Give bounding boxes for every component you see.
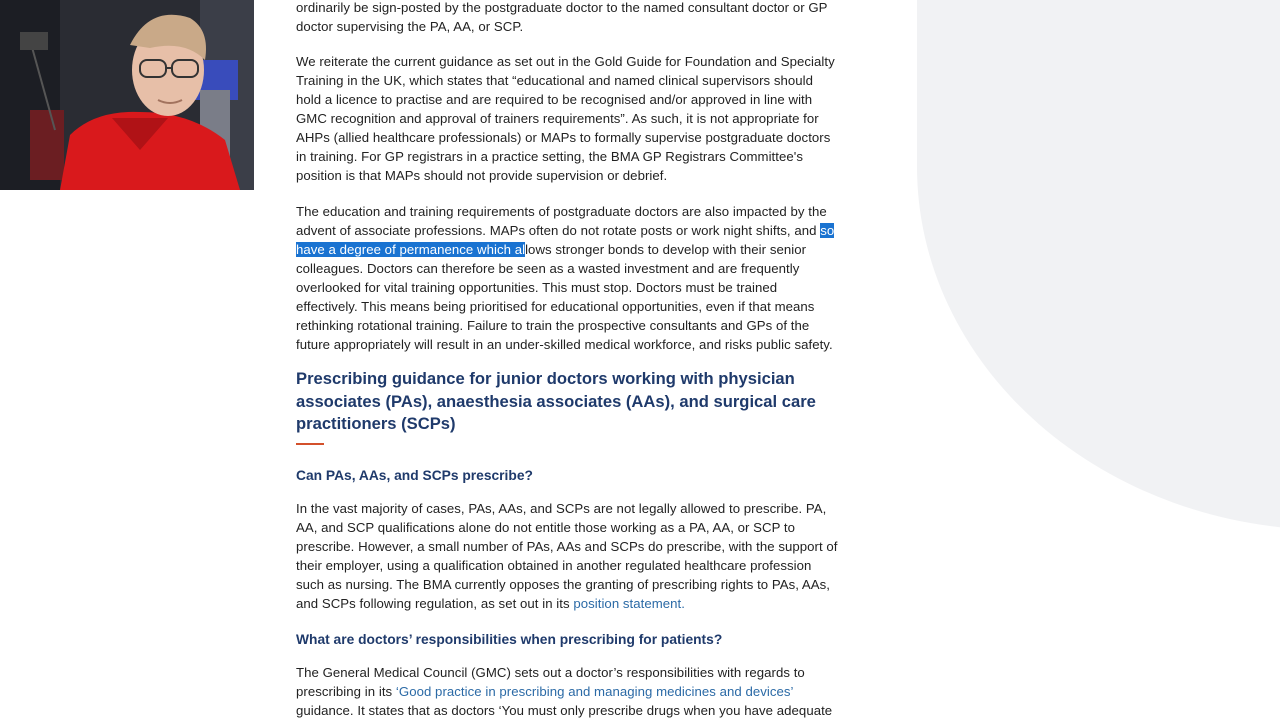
- text-line: guidance. It states that as doctors ‘You must only prescribe drugs when you have adequate: [296, 703, 833, 718]
- text-selection-highlight: have a degree of permanence which al: [296, 242, 526, 257]
- text-line: [296, 594, 876, 613]
- text-line: GMC recognition and approval of trainers requirements”. As such, it is not appropriate for: [296, 111, 819, 126]
- heading-accent-rule: [296, 443, 324, 445]
- heading-line: practitioners (SCPs): [296, 414, 456, 433]
- subheading-doctor-responsibilities: What are doctors’ responsibilities when prescribing for patients?: [296, 632, 723, 647]
- text-line: future appropriately will result in an under-skilled medical workforce, and risks public safety.: [296, 337, 833, 352]
- text-line: Training in the UK, which states that “educational and named clinical supervisors should: [296, 73, 814, 88]
- text-line: their employer, using a qualification obtained in another regulated healthcare profession: [296, 558, 812, 573]
- webcam-presenter-icon: [0, 0, 254, 190]
- text-line: The General Medical Council (GMC) sets out a doctor’s responsibilities with regards to: [296, 665, 805, 680]
- text-line: in training. For GP registrars in a practice setting, the BMA GP Registrars Committee's: [296, 149, 803, 164]
- text-span: lows stronger bonds to develop with their senior: [525, 242, 807, 257]
- position-statement-link[interactable]: position statement.: [573, 596, 685, 611]
- text-line: In the vast majority of cases, PAs, AAs, and SCPs are not legally allowed to prescribe. PA,: [296, 501, 827, 516]
- webcam-overlay: [0, 0, 254, 190]
- text-selection-highlight: so: [820, 223, 835, 238]
- text-line: [296, 682, 876, 701]
- paragraph-prescribing-rights: [296, 499, 876, 613]
- text-span: and SCPs following regulation, as set out in its: [296, 596, 574, 611]
- text-line: AA, and SCP qualifications alone do not entitle those working as a PA, AA, or SCP to: [296, 520, 796, 535]
- text-line: such as nursing. The BMA currently opposes the granting of prescribing rights to PAs, AAs,: [296, 577, 830, 592]
- text-line: [296, 240, 876, 259]
- text-line: ordinarily be sign-posted by the postgraduate doctor to the named consultant doctor or GP: [296, 0, 828, 15]
- heading-line: Prescribing guidance for junior doctors working with physician: [296, 369, 795, 388]
- text-line: hold a licence to practise and are required to be recognised and/or approved in line with: [296, 92, 813, 107]
- sidebar-shade-shape: [917, 0, 1280, 530]
- text-line: effectively. This means being prioritised for educational opportunities, even if that means: [296, 299, 815, 314]
- paragraph-supervision-signpost: [296, 0, 876, 36]
- text-line: overlooked for vital training opportunities. This must stop. Doctors must be trained: [296, 280, 778, 295]
- text-line: prescribe. However, a small number of PAs, AAs and SCPs do prescribe, with the support of: [296, 539, 838, 554]
- text-line: The education and training requirements of postgraduate doctors are also impacted by the: [296, 204, 827, 219]
- paragraph-gmc-responsibilities: [296, 663, 876, 720]
- text-line: rethinking rotational training. Failure to train the prospective consultants and GPs of the: [296, 318, 810, 333]
- text-line: AHPs (allied healthcare professionals) or MAPs to formally supervise postgraduate doctors: [296, 130, 831, 145]
- text-line: position is that MAPs should not provide supervision or debrief.: [296, 168, 668, 183]
- good-practice-prescribing-link[interactable]: ‘Good practice in prescribing and managing medicines and devices’: [395, 684, 794, 699]
- text-span: prescribing in its: [296, 684, 396, 699]
- section-heading-prescribing-guidance: [296, 368, 876, 436]
- text-line: colleagues. Doctors can therefore be seen as a wasted investment and are frequently: [296, 261, 800, 276]
- right-sidebar-background: [917, 0, 1280, 720]
- text-line: [296, 221, 876, 240]
- paragraph-education-training: [296, 202, 876, 354]
- text-line: doctor supervising the PA, AA, or SCP.: [296, 19, 524, 34]
- text-span: advent of associate professions. MAPs often do not rotate posts or work night shifts, and: [296, 223, 821, 238]
- text-line: We reiterate the current guidance as set out in the Gold Guide for Foundation and Specialty: [296, 54, 835, 69]
- subheading-can-prescribe: Can PAs, AAs, and SCPs prescribe?: [296, 468, 533, 483]
- paragraph-gold-guide: [296, 52, 876, 185]
- heading-line: associates (PAs), anaesthesia associates (AAs), and surgical care: [296, 391, 816, 411]
